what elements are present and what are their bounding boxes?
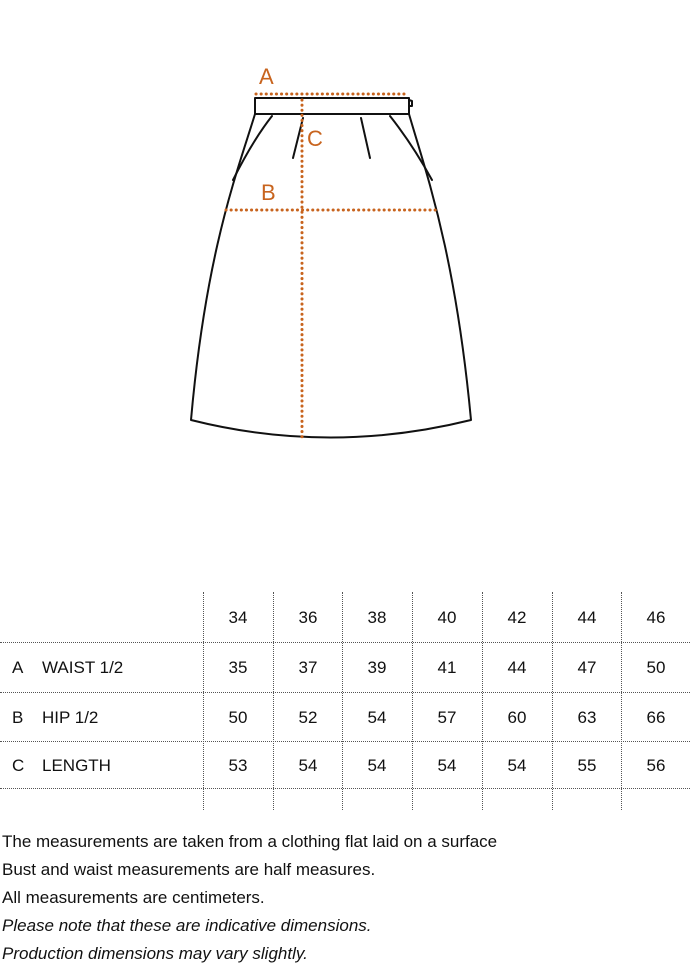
- row-key: A: [12, 658, 24, 677]
- row-key: C: [12, 756, 25, 775]
- note-line: The measurements are taken from a clothing flat laid on a surface: [2, 832, 498, 851]
- table-cell: 57: [437, 708, 457, 727]
- table-cell: 54: [298, 756, 318, 775]
- table-cell: 54: [367, 708, 387, 727]
- note-line: All measurements are centimeters.: [2, 888, 265, 907]
- skirt-waistband: [255, 98, 409, 114]
- table-cell: 41: [437, 658, 457, 677]
- note-disclaimer: Production dimensions may vary slightly.: [2, 944, 308, 963]
- table-cell: 60: [507, 708, 527, 727]
- table-cell: 54: [367, 756, 387, 775]
- table-cell: 54: [507, 756, 527, 775]
- row-divider: [0, 642, 690, 643]
- size-header: 34: [228, 608, 248, 627]
- table-cell: 37: [298, 658, 318, 677]
- table-cell: 56: [646, 756, 666, 775]
- row-name: HIP 1/2: [42, 708, 99, 727]
- size-header: 40: [437, 608, 457, 627]
- table-cell: 47: [577, 658, 597, 677]
- row-divider: [0, 692, 690, 693]
- table-cell: 55: [577, 756, 597, 775]
- skirt-pleat-right: [361, 118, 370, 158]
- size-table: [0, 592, 690, 812]
- size-header: 38: [367, 608, 387, 627]
- table-cell: 54: [437, 756, 457, 775]
- row-name: WAIST 1/2: [42, 658, 124, 677]
- measurement-notes: [2, 828, 688, 968]
- label-b: B: [261, 180, 276, 205]
- table-cell: 50: [228, 708, 248, 727]
- table-cell: 39: [367, 658, 387, 677]
- skirt-pocket-left: [233, 116, 272, 180]
- table-cell: 44: [507, 658, 527, 677]
- table-cell: 50: [646, 658, 666, 677]
- size-header: 36: [298, 608, 318, 627]
- label-a: A: [259, 64, 274, 89]
- table-cell: 53: [228, 756, 248, 775]
- skirt-pocket-right: [390, 116, 432, 180]
- table-cell: 66: [646, 708, 666, 727]
- size-header: 42: [507, 608, 527, 627]
- table-cell: 52: [298, 708, 318, 727]
- size-header: 46: [646, 608, 666, 627]
- row-divider: [0, 741, 690, 742]
- skirt-outline: [191, 114, 471, 438]
- row-key: B: [12, 708, 24, 727]
- table-cell: 35: [228, 658, 248, 677]
- label-c: C: [307, 126, 323, 151]
- size-header: 44: [577, 608, 597, 627]
- table-cell: 63: [577, 708, 597, 727]
- row-divider: [0, 788, 690, 789]
- note-line: Bust and waist measurements are half measures.: [2, 860, 376, 879]
- note-disclaimer: Please note that these are indicative dimensions.: [2, 916, 372, 935]
- row-name: LENGTH: [42, 756, 111, 775]
- skirt-measurement-diagram: [0, 0, 690, 470]
